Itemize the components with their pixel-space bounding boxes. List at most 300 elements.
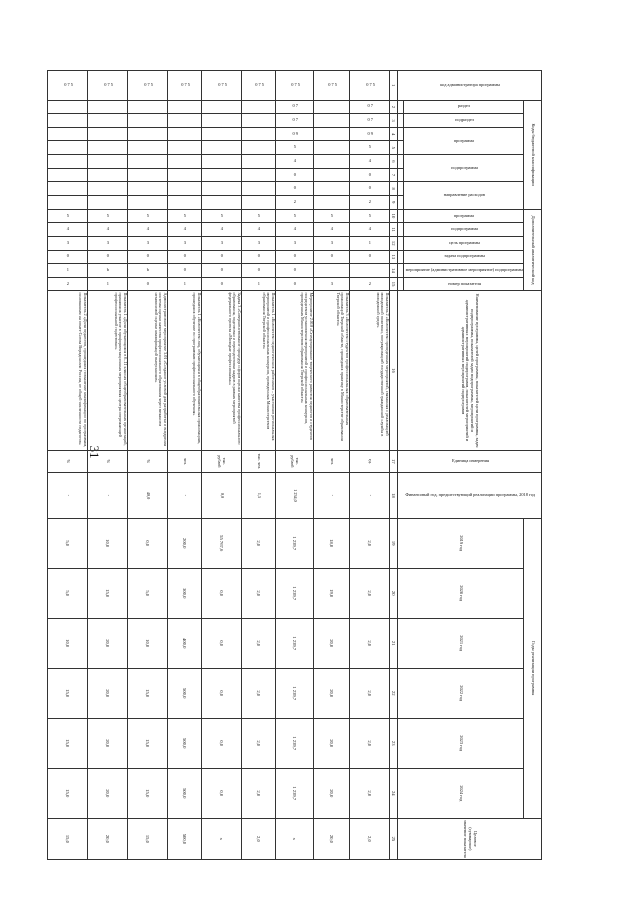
row-unit <box>313 450 349 473</box>
column-number <box>389 100 397 114</box>
additional-code-digit <box>313 250 349 264</box>
row-name-text: Задача 3 «Совершенствование процедур и форм оценки качества профессионального образования, подготовки и переподготовки кадров в рамках мероприятий федерального проекта «Молодые профессионалы»» <box>227 292 242 445</box>
column-number <box>389 568 397 618</box>
budget-sublabel <box>403 114 523 128</box>
row-year-value-text: 2,0 <box>366 790 372 797</box>
budget-sublabel <box>403 182 523 209</box>
additional-code-digit <box>201 236 241 250</box>
column-number <box>389 264 397 278</box>
budget-code-digit <box>201 195 241 209</box>
row-year-value <box>201 518 241 568</box>
row-target <box>349 818 389 859</box>
row-year-value-text: 500,0 <box>181 688 187 699</box>
budget-code-digit-text: 4 <box>293 157 296 163</box>
years-group-header <box>524 518 542 818</box>
additional-code-digit-text: 5 <box>330 212 333 218</box>
budget-sublabel <box>403 100 523 114</box>
row-name <box>313 291 349 450</box>
row-name-text: Показатель 1 «Количество лиц, обучающихся в общеобразовательных организациях, прошедших обучение по программам профессионального обучения» <box>192 292 202 444</box>
row-year-value-text: 2,0 <box>366 690 372 697</box>
budget-code-digit <box>349 114 389 128</box>
budget-code-digit <box>275 127 313 141</box>
additional-code-digit <box>275 223 313 237</box>
budget-code-digit <box>241 155 275 169</box>
budget-code-digit <box>167 100 201 114</box>
budget-code-digit <box>313 168 349 182</box>
additional-code-digit <box>87 223 127 237</box>
budget-code-digit <box>241 141 275 155</box>
additional-code-digit-text: 4 <box>257 226 260 232</box>
budget-code-digit <box>313 127 349 141</box>
additional-code-digit <box>349 223 389 237</box>
additional-code-digit <box>127 223 167 237</box>
row-fin-year <box>87 473 127 518</box>
fin-year-column-header-text: Финансовый год, предшествующий реализации программы, 2018 год <box>405 492 536 498</box>
additional-code-digit-text: 0 <box>220 280 223 286</box>
row-target <box>167 818 201 859</box>
row-fin-year <box>313 473 349 518</box>
row-unit <box>241 450 275 473</box>
row-fin-year <box>349 473 389 518</box>
row-year-value-text: 1 239,7 <box>291 686 297 701</box>
additional-sublabel-text: цель программы <box>448 239 480 245</box>
year-header <box>397 668 523 718</box>
header-spacer-cell <box>397 236 403 250</box>
row-year-value-text: 15,0 <box>104 589 110 598</box>
additional-code-digit <box>127 264 167 278</box>
additional-sublabel <box>403 236 523 250</box>
row-year-value <box>349 668 389 718</box>
additional-code-digit <box>241 250 275 264</box>
column-number <box>389 168 397 182</box>
budget-code-digit <box>313 195 349 209</box>
additional-sublabel-text: задача подпрограммы <box>443 253 485 259</box>
row-year-value <box>167 518 201 568</box>
budget-code-digit <box>201 114 241 128</box>
budget-code-digit <box>87 114 127 128</box>
header-spacer-cell <box>397 250 403 264</box>
row-year-value-text: 0,0 <box>218 740 224 747</box>
column-number <box>389 718 397 768</box>
row-year-value-text: 300,0 <box>181 588 187 599</box>
row-year-value <box>275 518 313 568</box>
budget-code-digit-text: 0 7 <box>292 103 298 109</box>
header-spacer-cell <box>397 264 403 278</box>
budget-code-digit <box>241 100 275 114</box>
budget-code-digit <box>349 141 389 155</box>
additional-code-digit <box>127 277 167 291</box>
budget-code-digit <box>349 168 389 182</box>
admin-code-text: 0 7 5 <box>327 81 337 87</box>
row-year-value <box>87 518 127 568</box>
additional-code-digit <box>87 209 127 223</box>
budget-code-digit-text: 5 <box>293 144 296 150</box>
budget-code-digit <box>47 168 87 182</box>
column-number <box>389 209 397 223</box>
row-year-value-text: 18,0 <box>328 539 334 548</box>
row-year-value-text: 2,0 <box>255 640 261 647</box>
row-year-value-text: 15,0 <box>144 789 150 798</box>
table-row <box>313 71 349 860</box>
additional-code-digit-text: 3 <box>257 239 260 245</box>
additional-code-digit-text: 4 <box>66 226 69 232</box>
year-header <box>397 718 523 768</box>
row-name-text: Показатель 2 «Доля педагогов, прошедших повышение квалификации по программам, основанным на опыте Союза Ворлдскиллс Россия, от общей численности педагогов» <box>78 292 88 448</box>
row-unit-text: чел. <box>329 457 335 465</box>
budget-code-digit <box>47 127 87 141</box>
column-number-text: 7 <box>390 173 396 177</box>
row-year-value <box>201 668 241 718</box>
row-unit <box>275 450 313 473</box>
column-number <box>389 114 397 128</box>
table-row <box>47 71 87 860</box>
additional-code-digit-text: 0 <box>330 253 333 259</box>
budget-code-digit <box>241 195 275 209</box>
additional-code-digit <box>349 277 389 291</box>
column-number-text: 10 <box>390 213 396 219</box>
row-fin-year-text: 1 234,0 <box>292 489 298 502</box>
row-unit-text: тыс. рублей <box>217 455 227 468</box>
row-year-value <box>349 568 389 618</box>
row-unit-text: ед. <box>367 458 373 464</box>
row-year-value <box>349 518 389 568</box>
table-row <box>241 71 275 860</box>
row-year-value <box>127 668 167 718</box>
row-target <box>47 818 87 859</box>
additional-code-digit <box>167 264 201 278</box>
row-fin-year <box>127 473 167 518</box>
row-year-value-text: 200,0 <box>181 538 187 549</box>
row-year-value-text: 0,0 <box>218 790 224 797</box>
row-year-value-text: 0,0 <box>144 540 150 547</box>
additional-code-digit-text: 5 <box>66 212 69 218</box>
column-number <box>389 195 397 209</box>
column-number <box>389 450 397 473</box>
row-year-value <box>167 568 201 618</box>
additional-code-digit <box>313 277 349 291</box>
budget-code-digit-text: 2 <box>293 198 296 204</box>
additional-code-digit-text: 5 <box>368 212 371 218</box>
row-year-value <box>313 668 349 718</box>
budget-code-digit <box>127 127 167 141</box>
row-unit-text: % <box>105 459 111 464</box>
header-spacer-cell <box>397 223 403 237</box>
row-year-value <box>47 518 87 568</box>
column-number-text: 12 <box>390 240 396 246</box>
additional-code-digit <box>349 250 389 264</box>
budget-sublabel-text: подпрограмма <box>450 164 478 170</box>
budget-sublabel-text: направление расходов <box>443 192 485 198</box>
row-year-value-text: 2,0 <box>255 590 261 597</box>
additional-code-digit-text: 4 <box>146 226 149 232</box>
rotated-page <box>63 70 542 860</box>
budget-code-digit-text: 0 <box>293 171 296 177</box>
additional-code-digit-text: 0 <box>257 253 260 259</box>
table-row <box>275 71 313 860</box>
year-header <box>397 568 523 618</box>
row-year-value <box>313 518 349 568</box>
row-unit-text: % <box>145 459 151 464</box>
row-year-value <box>87 718 127 768</box>
budget-code-digit <box>241 127 275 141</box>
row-year-value <box>87 768 127 818</box>
admin-code-text: 0 7 5 <box>63 81 73 87</box>
row-year-value-text: 5,0 <box>64 590 70 597</box>
admin-code-header <box>397 71 541 101</box>
additional-code-digit <box>87 236 127 250</box>
row-year-value <box>127 618 167 668</box>
admin-code-text: 0 7 5 <box>103 81 113 87</box>
column-number-text: 6 <box>390 160 396 163</box>
row-fin-year <box>241 473 275 518</box>
budget-code-digit <box>47 182 87 196</box>
row-year-value-text: 20,0 <box>328 639 334 648</box>
admin-code-text: 0 7 5 <box>143 81 153 87</box>
additional-code-digit-text: 0 <box>220 267 223 273</box>
additional-code-digit <box>241 264 275 278</box>
additional-code-digit-text: 3 <box>106 239 109 245</box>
row-year-value <box>349 768 389 818</box>
additional-code-digit <box>313 223 349 237</box>
row-name <box>167 291 201 450</box>
row-unit-text: % <box>65 459 71 464</box>
additional-code-digit <box>201 277 241 291</box>
row-year-value <box>47 718 87 768</box>
budget-code-digit <box>313 100 349 114</box>
additional-code-digit-text: 3 <box>330 280 333 286</box>
column-number <box>389 518 397 568</box>
years-group-header-text: Годы реализации программы <box>530 641 536 696</box>
column-number <box>389 250 397 264</box>
row-year-value <box>241 568 275 618</box>
row-year-value-text: 20,0 <box>104 739 110 748</box>
additional-code-digit-text: 3 <box>66 239 69 245</box>
additional-code-digit-text: 0 <box>293 253 296 259</box>
row-target-text: 20,0 <box>104 834 110 843</box>
budget-sublabel <box>403 155 523 182</box>
column-number <box>389 618 397 668</box>
additional-code-digit <box>87 277 127 291</box>
additional-sublabel <box>403 277 523 291</box>
budget-code-digit <box>201 168 241 182</box>
additional-code-digit <box>313 264 349 278</box>
budget-code-digit <box>47 100 87 114</box>
row-year-value-text: 19,0 <box>328 589 334 598</box>
additional-code-digit <box>87 264 127 278</box>
row-year-value-text: 20,0 <box>328 689 334 698</box>
column-numbers-row <box>389 71 397 860</box>
row-target <box>127 818 167 859</box>
row-year-value-text: 5,0 <box>64 540 70 547</box>
row-name-text: Административное мероприятие 3.01 «Создание условий для разработки и внедрения системы оценки качества профессионального образования через механизм независимой оценки квалификаций выпускников» <box>153 292 168 446</box>
budget-code-digit <box>275 114 313 128</box>
budget-sublabel-text: подраздел <box>454 117 474 123</box>
additional-code-digit-text: 0 <box>106 253 109 259</box>
budget-code-digit <box>201 127 241 141</box>
admin-code-header-text: код администратора программы <box>440 81 501 87</box>
admin-code-text: 0 7 5 <box>365 81 375 87</box>
additional-code-digit <box>87 250 127 264</box>
row-year-value-text: 15,0 <box>64 789 70 798</box>
additional-code-digit <box>201 209 241 223</box>
column-number-text: 3 <box>390 119 396 122</box>
row-year-value-text: 0,0 <box>218 640 224 647</box>
additional-sublabel <box>403 264 523 278</box>
row-year-value <box>87 668 127 718</box>
column-number-text: 16 <box>390 368 396 373</box>
additional-code-digit <box>241 209 275 223</box>
budget-code-digit <box>127 155 167 169</box>
budget-code-digit <box>87 141 127 155</box>
budget-code-digit-text: 2 <box>368 198 371 204</box>
additional-code-digit-text: 0 <box>220 253 223 259</box>
budget-code-digit <box>275 141 313 155</box>
budget-code-digit <box>167 114 201 128</box>
row-fin-year-text: 40,0 <box>145 491 151 500</box>
row-target <box>313 818 349 859</box>
budget-code-digit <box>349 155 389 169</box>
header-row-groups <box>524 71 542 860</box>
row-year-value <box>127 768 167 818</box>
additional-code-digit-text: 4 <box>183 226 186 232</box>
header-spacer-cell <box>397 195 403 209</box>
budget-code-digit-text: 5 <box>368 144 371 150</box>
row-year-value <box>241 768 275 818</box>
additional-code-digit <box>275 209 313 223</box>
row-target <box>275 818 313 859</box>
additional-code-digit-text: 1 <box>66 267 69 273</box>
row-year-value <box>275 618 313 668</box>
budget-code-digit <box>127 100 167 114</box>
budget-code-digit <box>127 195 167 209</box>
row-year-value-text: 2,0 <box>366 540 372 547</box>
row-year-value-text: 0,0 <box>218 690 224 697</box>
row-name-text: Показатель 3 «Количество студентов профессиональных образовательных организаций Тверской области, прошедших практику в Министерстве образования Тверской области» <box>335 292 350 441</box>
page-number: 31 <box>87 445 102 459</box>
additional-code-digit-text: 5 <box>293 212 296 218</box>
row-year-value-text: 1 239,7 <box>291 586 297 601</box>
additional-code-digit <box>47 236 87 250</box>
row-year-value-text: 2,0 <box>255 690 261 697</box>
row-year-value-text: 0,0 <box>218 590 224 597</box>
budget-code-digit <box>167 155 201 169</box>
row-fin-year-text: 0,0 <box>219 492 225 499</box>
column-number-text: 18 <box>390 493 396 498</box>
row-year-value-text: 2,0 <box>366 590 372 597</box>
column-number-text: 2 <box>390 105 396 108</box>
column-number-text: 20 <box>390 590 396 596</box>
additional-code-digit <box>275 277 313 291</box>
row-target-text: х <box>291 837 297 841</box>
column-number-text: 19 <box>390 540 396 546</box>
row-unit-text: тыс. чел. <box>256 453 262 470</box>
row-year-value-text: 2,0 <box>255 790 261 797</box>
additional-code-digit <box>127 250 167 264</box>
budget-code-digit <box>167 127 201 141</box>
additional-code-digit-text: 3 <box>146 239 149 245</box>
target-column-header <box>397 818 541 859</box>
row-year-value-text: 20,0 <box>104 789 110 798</box>
budget-sublabel-text: раздел <box>458 103 471 109</box>
row-year-value <box>275 668 313 718</box>
budget-code-digit <box>313 114 349 128</box>
row-name <box>47 291 87 450</box>
budget-code-digit <box>47 155 87 169</box>
row-name <box>127 291 167 450</box>
row-year-value <box>87 568 127 618</box>
row-year-value-text: 20,0 <box>328 789 334 798</box>
row-year-value <box>275 768 313 818</box>
row-target <box>87 818 127 859</box>
budget-code-digit <box>127 141 167 155</box>
row-year-value <box>313 618 349 668</box>
budget-code-digit <box>167 182 201 196</box>
additional-code-digit-text: 3 <box>183 239 186 245</box>
row-unit-text: тыс. рублей <box>290 455 300 468</box>
admin-code <box>241 71 275 101</box>
column-number-text: 8 <box>390 187 396 190</box>
additional-code-digit <box>349 264 389 278</box>
admin-code <box>87 71 127 101</box>
name-column-header-text: Наименование программы, целей программы, показателей цели программы, задач подпрограммы, показателей задач подпрограммы, мероприятий и административных мероприятий подпрограмм, показателей мероприятий и административных мероприятий подпрограмм <box>460 293 481 448</box>
row-year-value-text: 55 767,6 <box>218 535 224 552</box>
budget-code-digit <box>275 155 313 169</box>
row-year-value <box>201 768 241 818</box>
row-target-text: х <box>218 837 224 841</box>
row-target-text: 20,0 <box>328 834 334 843</box>
row-year-value <box>313 718 349 768</box>
admin-code <box>127 71 167 101</box>
row-year-value-text: 20,0 <box>104 689 110 698</box>
table-row <box>167 71 201 860</box>
budget-code-digit <box>349 195 389 209</box>
row-year-value <box>47 568 87 618</box>
budget-code-digit <box>349 127 389 141</box>
additional-code-digit-text: 4 <box>368 226 371 232</box>
budget-code-digit <box>201 182 241 196</box>
row-target <box>201 818 241 859</box>
row-unit <box>87 450 127 473</box>
budget-code-digit-text: 0 7 <box>367 103 373 109</box>
row-year-value-text: 500,0 <box>181 788 187 799</box>
row-unit <box>47 450 87 473</box>
year-header-text: 2023 год <box>458 735 464 752</box>
budget-code-digit <box>349 182 389 196</box>
budget-code-digit <box>47 195 87 209</box>
admin-code <box>47 71 87 101</box>
budget-code-digit <box>275 168 313 182</box>
row-year-value <box>241 668 275 718</box>
budget-code-digit-text: 0 7 <box>292 117 298 123</box>
header-spacer-cell <box>397 155 403 169</box>
budget-code-digit <box>313 141 349 155</box>
year-header-text: 2019 год <box>458 535 464 552</box>
budget-code-digit <box>167 141 201 155</box>
row-year-value <box>275 718 313 768</box>
column-number-text: 17 <box>390 459 396 464</box>
additional-code-digit-text: 1 <box>368 239 371 245</box>
budget-sublabel-text: программа <box>454 137 475 143</box>
year-header <box>397 768 523 818</box>
row-year-value-text: 2,0 <box>255 740 261 747</box>
year-header-text: 2020 год <box>458 585 464 602</box>
additional-code-digit-text: 0 <box>146 280 149 286</box>
additional-code-digit-text: 0 <box>183 267 186 273</box>
column-number-text: 14 <box>390 268 396 273</box>
additional-code-digit <box>241 223 275 237</box>
budget-code-digit-text: 0 <box>368 185 371 191</box>
column-number-text: 21 <box>390 640 396 646</box>
